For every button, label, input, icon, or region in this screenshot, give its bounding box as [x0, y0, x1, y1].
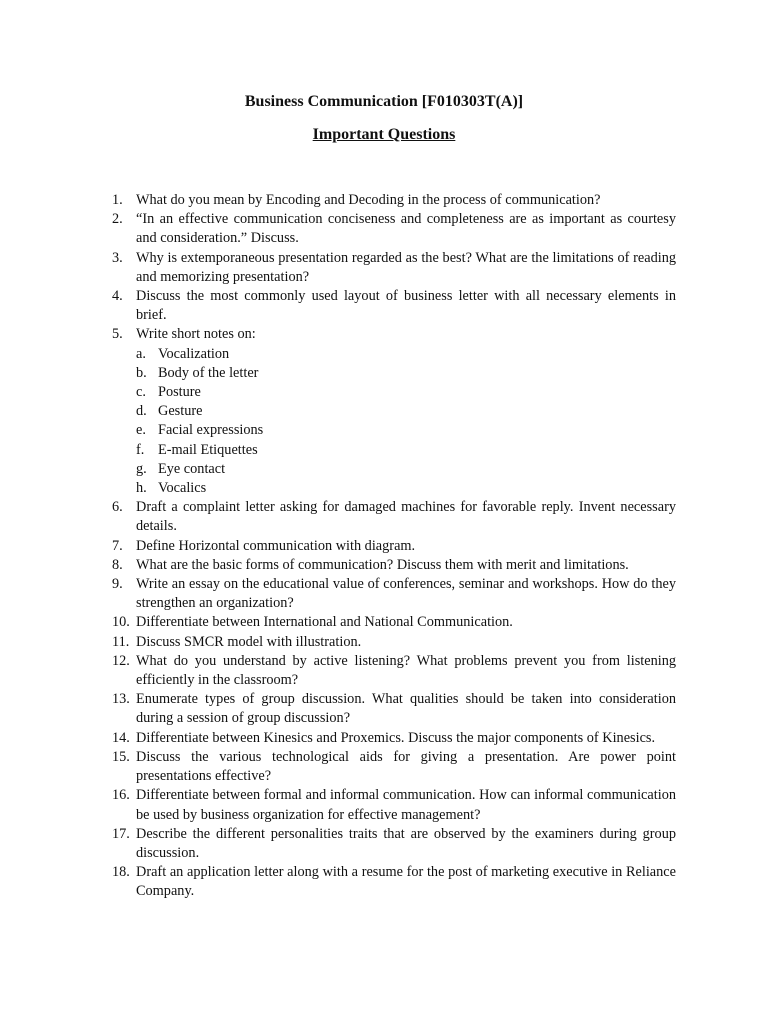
question-item [112, 537, 676, 556]
question-item [112, 498, 676, 536]
short-note-letter: h. [136, 480, 147, 497]
question-item [112, 556, 676, 575]
question-number: 15. [112, 748, 130, 765]
short-note-letter: d. [136, 403, 147, 420]
short-note-letter: c. [136, 384, 146, 401]
short-note-text: Vocalization [158, 345, 230, 362]
question-item [112, 210, 676, 248]
question-text: Differentiate between formal and informal communication. How can informal communication be used by business organization for effective management? [136, 787, 676, 823]
question-number: 18. [112, 864, 130, 881]
short-note-text: Gesture [158, 403, 203, 420]
short-note-item [136, 421, 676, 440]
question-item [112, 191, 676, 210]
question-text: Enumerate types of group discussion. What qualities should be taken into consideration during a session of group discussion? [136, 691, 676, 727]
short-note-text: Facial expressions [158, 422, 264, 439]
question-item [112, 863, 676, 901]
question-text: What are the basic forms of communication? Discuss them with merit and limitations. [136, 556, 629, 573]
question-item [112, 786, 676, 824]
question-item [112, 825, 676, 863]
question-number: 7. [112, 537, 123, 554]
question-item [112, 690, 676, 728]
question-text: Why is extemporaneous presentation regarded as the best? What are the limitations of reading and memorizing presentation? [136, 249, 676, 285]
question-number: 1. [112, 192, 123, 208]
short-note-letter: a. [136, 345, 146, 362]
question-item [112, 613, 676, 632]
question-text: Describe the different personalities traits that are observed by the examiners during group discussion. [136, 825, 676, 861]
question-number: 6. [112, 499, 123, 516]
question-text: Differentiate between Kinesics and Proxemics. Discuss the major components of Kinesics. [136, 729, 656, 746]
question-item [112, 249, 676, 287]
question-text: Discuss the most commonly used layout of business letter with all necessary elements in brief. [136, 288, 676, 324]
question-item [112, 325, 676, 498]
question-text: What do you understand by active listening? What problems prevent you from listening efficiently in the classroom? [136, 652, 676, 689]
short-note-text: Vocalics [158, 480, 207, 497]
question-text: Discuss SMCR model with illustration. [136, 633, 362, 650]
question-number: 12. [112, 652, 130, 669]
question-number: 4. [112, 288, 123, 305]
question-item [112, 633, 676, 652]
document-title: Business Communication [F010303T(A)] [244, 93, 524, 110]
question-text: Draft an application letter along with a resume for the post of marketing executive in Reliance Company. [136, 864, 676, 900]
question-number: 5. [112, 326, 123, 343]
question-number: 13. [112, 691, 130, 708]
short-note-item [136, 441, 676, 460]
question-text: “In an effective communication conciseness and completeness are as important as courtesy and consideration.” Discuss. [136, 211, 676, 247]
short-note-text: Posture [158, 384, 201, 401]
question-text: Define Horizontal communication with diagram. [136, 537, 416, 554]
question-text: Draft a complaint letter asking for damaged machines for favorable reply. Invent necessary details. [136, 499, 676, 535]
short-note-letter: e. [136, 422, 146, 439]
short-note-text: Eye contact [158, 460, 226, 477]
short-note-item [136, 402, 676, 421]
short-note-item [136, 383, 676, 402]
question-item [112, 652, 676, 690]
question-number: 11. [112, 633, 130, 650]
question-number: 2. [112, 211, 123, 228]
question-number: 8. [112, 556, 123, 573]
question-text: Discuss the various technological aids for giving a presentation. Are power point presentations effective? [136, 748, 676, 785]
document-subtitle: Important Questions [312, 126, 456, 143]
questions-list [112, 191, 676, 902]
short-notes-list [136, 345, 676, 499]
short-note-letter: f. [136, 441, 145, 458]
question-text: Write an essay on the educational value of conferences, seminar and workshops. How do they strengthen an organization? [136, 576, 676, 612]
short-note-item [136, 460, 676, 479]
short-note-letter: b. [136, 364, 147, 381]
question-number: 10. [112, 614, 130, 631]
question-text: What do you mean by Encoding and Decoding in the process of communication? [136, 192, 601, 208]
short-note-item [136, 345, 676, 364]
short-note-text: E-mail Etiquettes [158, 441, 258, 458]
question-number: 3. [112, 249, 123, 266]
question-item [112, 287, 676, 325]
short-note-text: Body of the letter [158, 364, 259, 381]
question-item [112, 729, 676, 748]
question-item [112, 575, 676, 613]
question-number: 17. [112, 825, 130, 842]
question-text: Write short notes on: [136, 326, 256, 343]
short-note-letter: g. [136, 460, 147, 477]
question-item [112, 748, 676, 786]
question-number: 9. [112, 576, 123, 593]
question-text: Differentiate between International and National Communication. [136, 614, 513, 631]
short-note-item [136, 479, 676, 498]
question-number: 16. [112, 787, 130, 804]
question-number: 14. [112, 729, 130, 746]
short-note-item [136, 364, 676, 383]
